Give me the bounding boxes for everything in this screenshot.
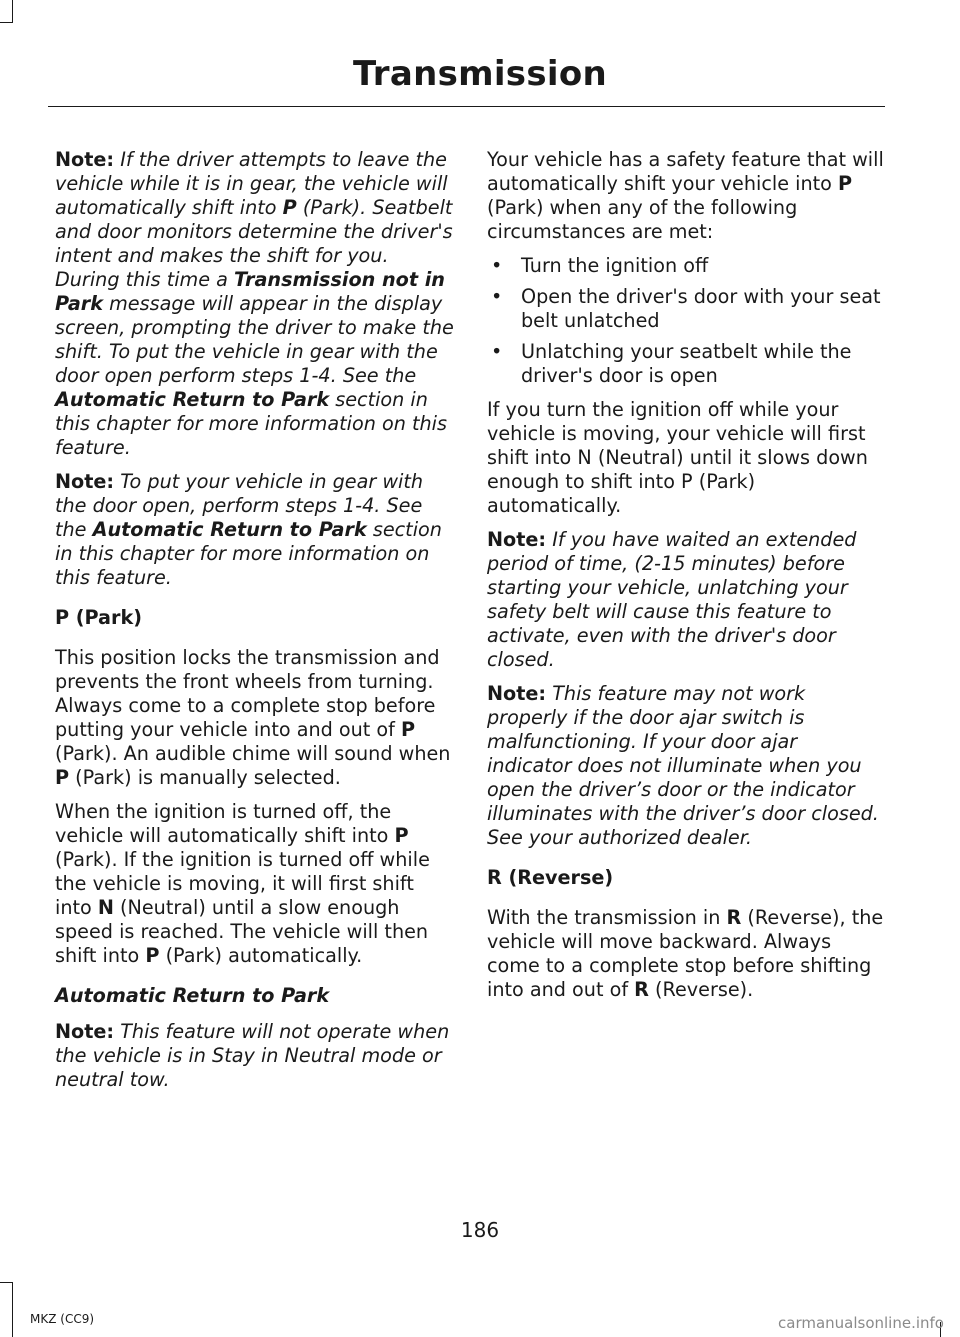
crop-mark-bottom-left-horizontal	[0, 1282, 13, 1283]
circumstance-list	[487, 254, 887, 388]
page-title: Transmission	[353, 54, 607, 94]
model-code: MKZ (CC9)	[30, 1312, 95, 1326]
note-door-ajar: Note: This feature may not work properly if the door ajar switch is malfunctioning. If your door ajar indicator does not illuminate when you open the driver’s door or the indicator illuminates with the driver’s door closed. See your authorized dealer.	[487, 682, 879, 849]
note-stay-in-neutral: Note: This feature will not operate when the vehicle is in Stay in Neutral mode or neutral tow.	[55, 1020, 450, 1091]
section-heading-auto-return: Automatic Return to Park	[55, 984, 330, 1007]
bullet-icon: •	[491, 285, 503, 308]
crop-mark-top-left-vertical	[12, 0, 13, 22]
note-label: Note:	[487, 682, 547, 705]
park-ignition-off: When the ignition is turned off, the vehicle will automatically shift into P (Park). If the ignition is turned off while the vehicle is moving, it will first shift into N (Neutral) until a slow enough speed is reached. The vehicle will then shift into P (Park) automatically.	[55, 800, 430, 967]
note-extended-wait: Note: If you have waited an extended period of time, (2-15 minutes) before starting your vehicle, unlatching your safety belt will cause this feature to activate, even with the driver's door closed.	[487, 528, 857, 671]
bullet-icon: •	[491, 340, 503, 363]
note-label: Note:	[55, 148, 115, 171]
note-label: Note:	[55, 470, 115, 493]
page-header	[0, 54, 960, 94]
safety-feature-intro: Your vehicle has a safety feature that will automatically shift your vehicle into P (Park) when any of the following circumstances are met:	[487, 148, 884, 243]
note-auto-park: Note: If the driver attempts to leave the vehicle while it is in gear, the vehicle will automatically shift into P (Park). Seatbelt and door monitors determine the driver's intent and makes the shift for you. During this time a Transmission not in Park message will appear in the display screen, prompting the driver to make the shift. To put the vehicle in gear with the door open perform steps 1-4. See the Automatic Return to Park section in this chapter for more information on this feature.	[55, 148, 454, 459]
note-gear-door-open: Note: To put your vehicle in gear with the door open, perform steps 1-4. See the Automatic Return to Park section in this chapter for more information on this feature.	[55, 470, 442, 589]
watermark-link[interactable]: carmanualsonline.info	[778, 1314, 944, 1332]
note-label: Note:	[55, 1020, 115, 1043]
list-item: • Unlatching your seatbelt while the driver's door is open	[491, 340, 852, 387]
header-divider	[48, 106, 885, 107]
section-heading-reverse: R (Reverse)	[487, 866, 614, 889]
bullet-icon: •	[491, 254, 503, 277]
note-label: Note:	[487, 528, 547, 551]
crop-mark-bottom-left-vertical	[12, 1282, 13, 1337]
left-column	[55, 148, 455, 1102]
crop-mark-top-left-horizontal	[0, 22, 13, 23]
right-column	[487, 148, 887, 1012]
park-description: This position locks the transmission and prevents the front wheels from turning. Always come to a complete stop before putting your vehicle into and out of P (Park). An audible chime will sound when P (Park) is manually selected.	[55, 646, 451, 789]
ignition-off-moving: If you turn the ignition off while your vehicle is moving, your vehicle will first shift into N (Neutral) until it slows down enough to shift into P (Park) automatically.	[487, 398, 868, 517]
list-item: • Turn the ignition off	[491, 254, 709, 277]
page-number: 186	[460, 1218, 500, 1242]
section-heading-park: P (Park)	[55, 606, 142, 629]
reverse-description: With the transmission in R (Reverse), the vehicle will move backward. Always come to a complete stop before shifting into and out of R (Reverse).	[487, 906, 884, 1001]
list-item: • Open the driver's door with your seat belt unlatched	[491, 285, 881, 332]
